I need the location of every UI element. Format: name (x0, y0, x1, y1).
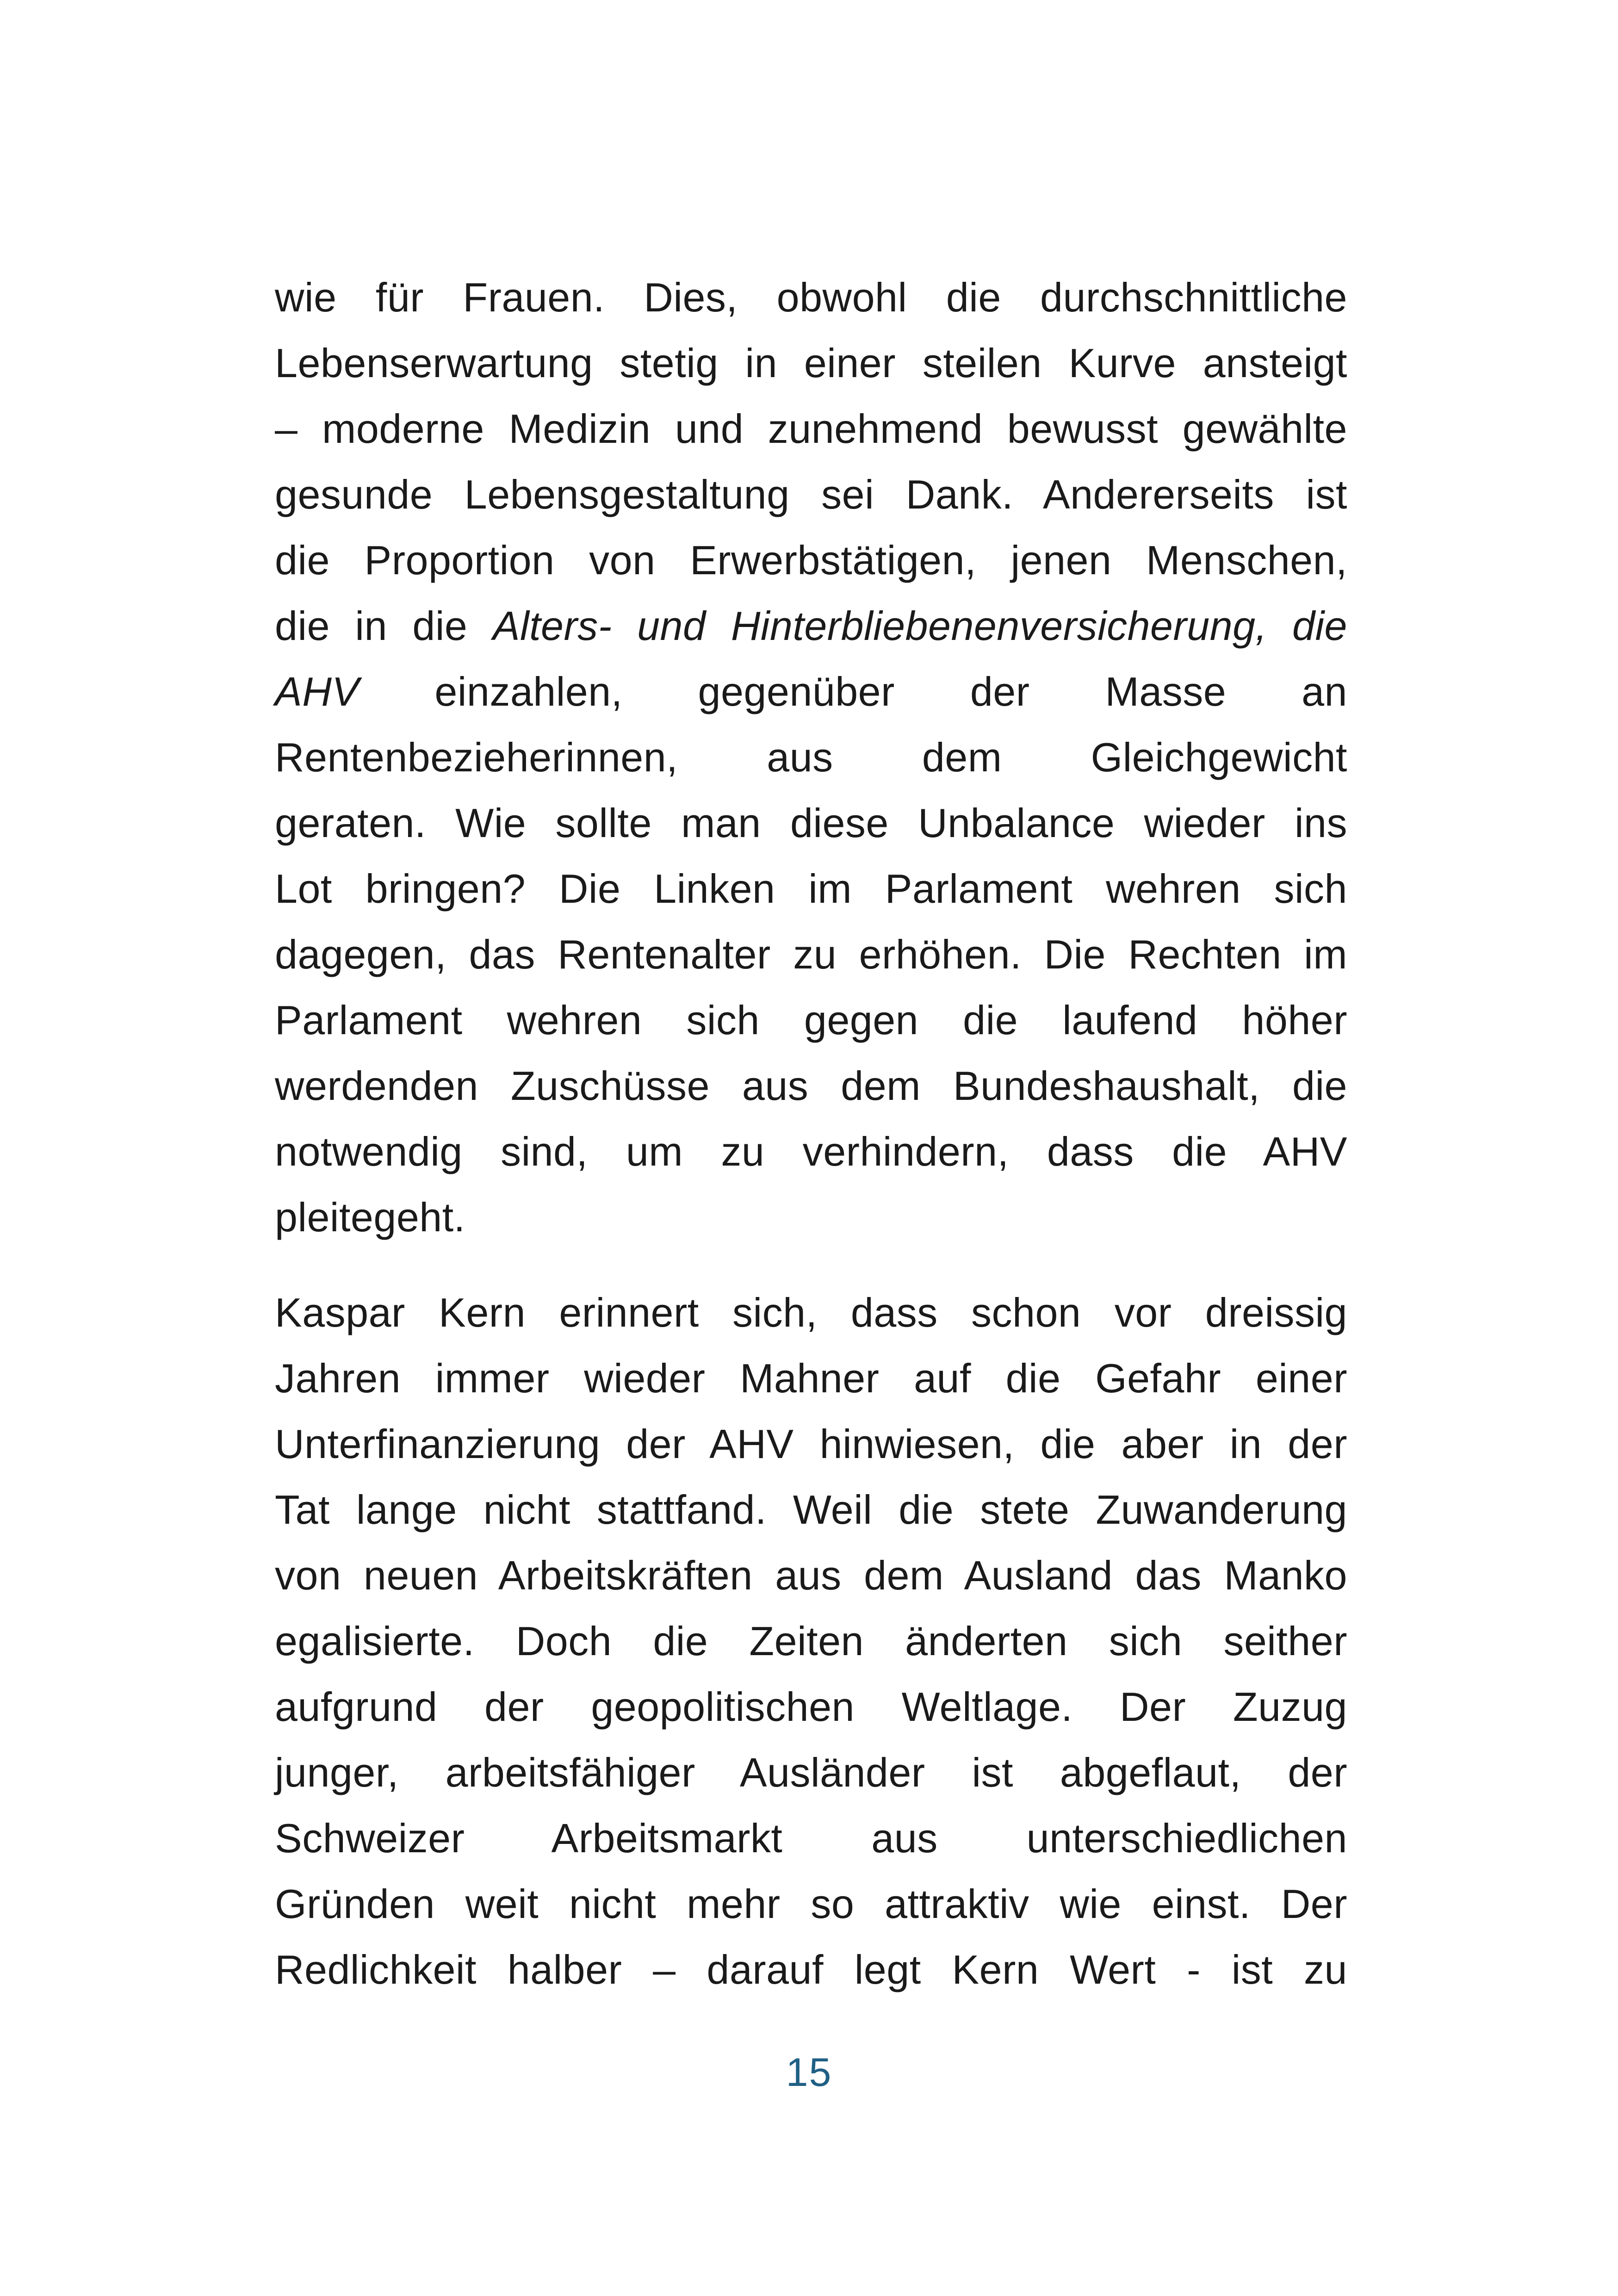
text-line (275, 593, 1347, 659)
text-line: Lot bringen? Die Linken im Parlament wehren sich (275, 866, 1347, 912)
text-line: wie für Frauen. Dies, obwohl die durchschnittliche (275, 274, 1347, 320)
paragraph-1 (275, 265, 1347, 1250)
text-line: gesunde Lebensgestaltung sei Dank. Andererseits ist (275, 472, 1347, 517)
italic-term: AHV (275, 669, 360, 714)
text-line: dagegen, das Rentenalter zu erhöhen. Die Rechten im (275, 931, 1347, 977)
text-line: Lebenserwartung stetig in einer steilen Kurve ansteigt (275, 340, 1347, 386)
text-line: werdenden Zuschüsse aus dem Bundeshaushalt, die (275, 1063, 1347, 1109)
text-line: notwendig sind, um zu verhindern, dass die AHV (275, 1129, 1347, 1174)
text-line: Gründen weit nicht mehr so attraktiv wie einst. Der (275, 1881, 1347, 1927)
text-line: Jahren immer wieder Mahner auf die Gefahr einer (275, 1355, 1347, 1401)
text-line (275, 659, 1347, 725)
text-line: aufgrund der geopolitischen Weltlage. Der Zuzug (275, 1684, 1347, 1730)
text-line: Unterfinanzierung der AHV hinwiesen, die aber in der (275, 1421, 1347, 1467)
text-line: junger, arbeitsfähiger Ausländer ist abgeflaut, der (275, 1750, 1347, 1795)
text-segment: die in die (275, 603, 493, 649)
text-line: pleitegeht. (275, 1194, 465, 1240)
text-line: egalisierte. Doch die Zeiten änderten sich seither (275, 1618, 1347, 1664)
text-line: von neuen Arbeitskräften aus dem Ausland das Manko (275, 1552, 1347, 1598)
text-line: geraten. Wie sollte man diese Unbalance wieder ins (275, 800, 1347, 846)
text-line: – moderne Medizin und zunehmend bewusst gewählte (275, 406, 1347, 452)
text-line: Schweizer Arbeitsmarkt aus unterschiedlichen (275, 1815, 1347, 1861)
page-number: 15 (786, 2050, 832, 2095)
body-text (275, 265, 1347, 2003)
text-line: Kaspar Kern erinnert sich, dass schon vor dreissig (275, 1290, 1347, 1335)
text-line: die Proportion von Erwerbstätigen, jenen Menschen, (275, 537, 1347, 583)
text-line: Parlament wehren sich gegen die laufend höher (275, 997, 1347, 1043)
italic-term: Alters- und Hinterbliebenenversicherung, die (492, 603, 1347, 649)
text-line: Rentenbezieherinnen, aus dem Gleichgewicht (275, 734, 1347, 780)
text-segment: einzahlen, gegenüber der Masse an (359, 669, 1347, 714)
text-line: Redlichkeit halber – darauf legt Kern Wert - ist zu (275, 1947, 1347, 1992)
text-line: Tat lange nicht stattfand. Weil die stete Zuwanderung (275, 1487, 1347, 1533)
paragraph-2 (275, 1280, 1347, 2003)
